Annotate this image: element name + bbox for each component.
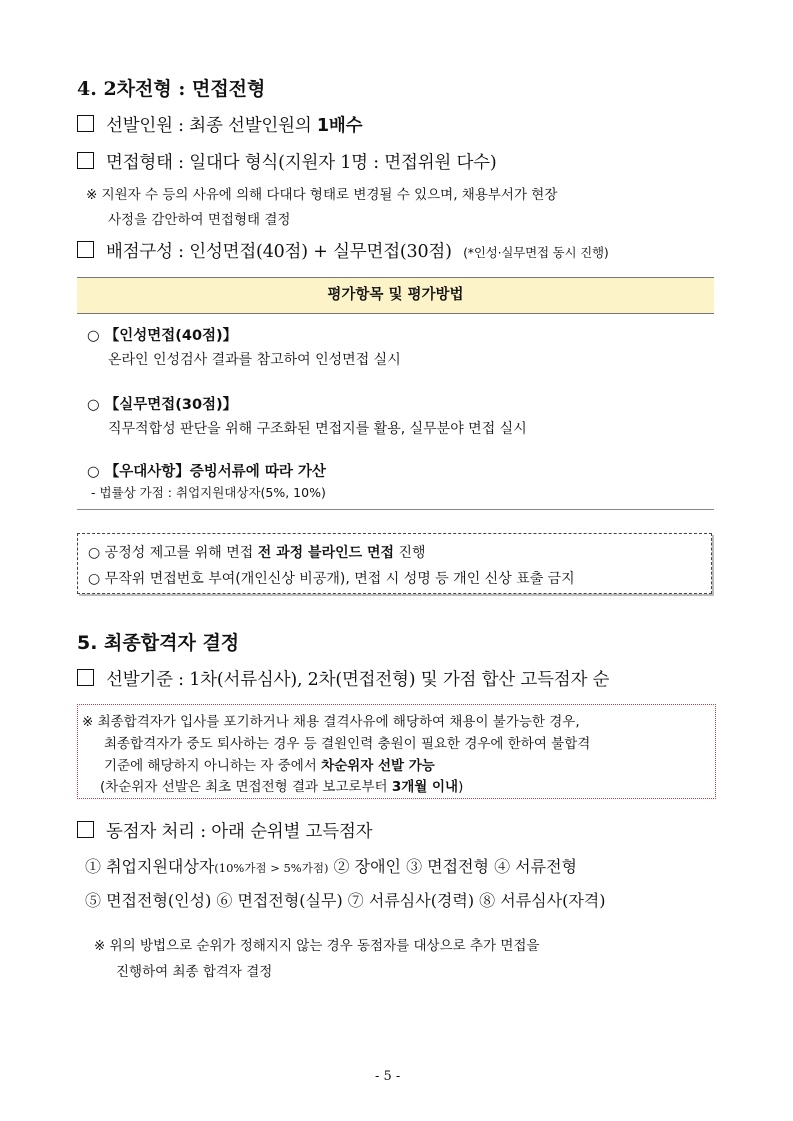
tie-breaker-line [77, 818, 372, 843]
notice-bold: 전 과정 블라인드 면접 [257, 545, 395, 561]
selection-criteria-line [77, 666, 609, 691]
format-note-line2: 사정을 감안하여 면접형태 결정 [108, 212, 291, 228]
section-4-title: 4. 2차전형 : 면접전형 [77, 78, 266, 100]
checkbox-icon [77, 115, 94, 132]
final-note-line1: ※ 위의 방법으로 순위가 정해지지 않는 경우 동점자를 대상으로 추가 면접을 [94, 938, 540, 954]
bullet-icon: ○ [87, 397, 100, 413]
score-composition-note: (*인성·실무면접 동시 진행) [463, 245, 609, 260]
eval-item-personality-title [87, 324, 237, 345]
format-note-line1: ※ 지원자 수 등의 사유에 의해 다대다 형태로 변경될 수 있으며, 채용부서가 현장 [86, 187, 558, 203]
checkbox-icon [77, 241, 94, 258]
eval-item-preference-title [87, 460, 326, 481]
score-composition-line [77, 238, 609, 263]
interview-format-line [77, 149, 497, 174]
checkbox-icon [77, 669, 94, 686]
evaluation-table [77, 277, 714, 500]
tie-breaker-rank-row-1: ① 취업지원대상자(10%가점 > 5%가점) ② 장애인 ③ 면접전형 ④ 서류전형 [85, 857, 577, 876]
eval-item-title: 【인성면접(40점)】 [104, 328, 238, 344]
selection-count-line [77, 112, 362, 137]
bullet-icon: ○ [87, 328, 100, 344]
notice-line-2: ○ 무작위 면접번호 부여(개인신상 비공개), 면접 시 성명 등 개인 신상 표출 금지 [88, 571, 575, 587]
selection-count-text: 선발인원 : 최종 선발인원의 [106, 116, 317, 136]
checkbox-icon [77, 152, 94, 169]
bullet-icon: ○ [87, 464, 100, 480]
eval-item-title: 【실무면접(30점)】 [104, 397, 238, 413]
red-note-line3: 기준에 해당하지 아니하는 자 중에서 차순위자 선발 가능 [104, 758, 435, 774]
red-note-line4: (차순위자 선발은 최초 면접전형 결과 보고로부터 3개월 이내) [100, 779, 464, 795]
eval-item-preference-desc: - 법률상 가점 : 취업지원대상자(5%, 10%) [91, 485, 326, 500]
final-note-line2: 진행하여 최종 합격자 결정 [116, 964, 273, 980]
score-composition-text: 배점구성 : 인성면접(40점) + 실무면접(30점) [106, 242, 452, 262]
eval-item-title: 【우대사항】증빙서류에 따라 가산 [104, 464, 326, 480]
evaluation-table-header: 평가항목 및 평가방법 [77, 277, 714, 314]
red-note-line2: 최종합격자가 중도 퇴사하는 경우 등 결원인력 충원이 필요한 경우에 한하여 불합격 [104, 736, 591, 752]
alternate-candidate-note-box [77, 704, 716, 799]
section-5-title: 5. 최종합격자 결정 [77, 632, 240, 654]
eval-item-practical-title [87, 393, 237, 414]
red-note-line1: ※ 최종합격자가 입사를 포기하거나 채용 결격사유에 해당하여 채용이 불가능한 경우, [82, 714, 580, 730]
tie-breaker-rank-row-2: ⑤ 면접전형(인성) ⑥ 면접전형(실무) ⑦ 서류심사(경력) ⑧ 서류심사(자격) [85, 891, 606, 910]
interview-format-text: 면접형태 : 일대다 형식(지원자 1명 : 면접위원 다수) [106, 153, 497, 173]
blind-interview-notice [77, 533, 712, 594]
eval-item-personality-desc: 온라인 인성검사 결과를 참고하여 인성면접 실시 [108, 352, 401, 368]
evaluation-table-bottom-rule [77, 509, 714, 510]
selection-criteria-text: 선발기준 : 1차(서류심사), 2차(면접전형) 및 가점 합산 고득점자 순 [106, 670, 610, 690]
page-number: - 5 - [375, 1069, 401, 1084]
red-note-bold: 3개월 이내 [391, 779, 459, 795]
eval-item-practical-desc: 직무적합성 판단을 위해 구조화된 면접지를 활용, 실무분야 면접 실시 [108, 421, 527, 437]
tie-breaker-text: 동점자 처리 : 아래 순위별 고득점자 [106, 822, 373, 842]
red-note-bold: 차순위자 선발 가능 [321, 758, 435, 774]
selection-count-bold: 1배수 [316, 116, 363, 136]
checkbox-icon [77, 821, 94, 838]
notice-line-1: ○ 공정성 제고를 위해 면접 전 과정 블라인드 면접 진행 [88, 545, 426, 561]
